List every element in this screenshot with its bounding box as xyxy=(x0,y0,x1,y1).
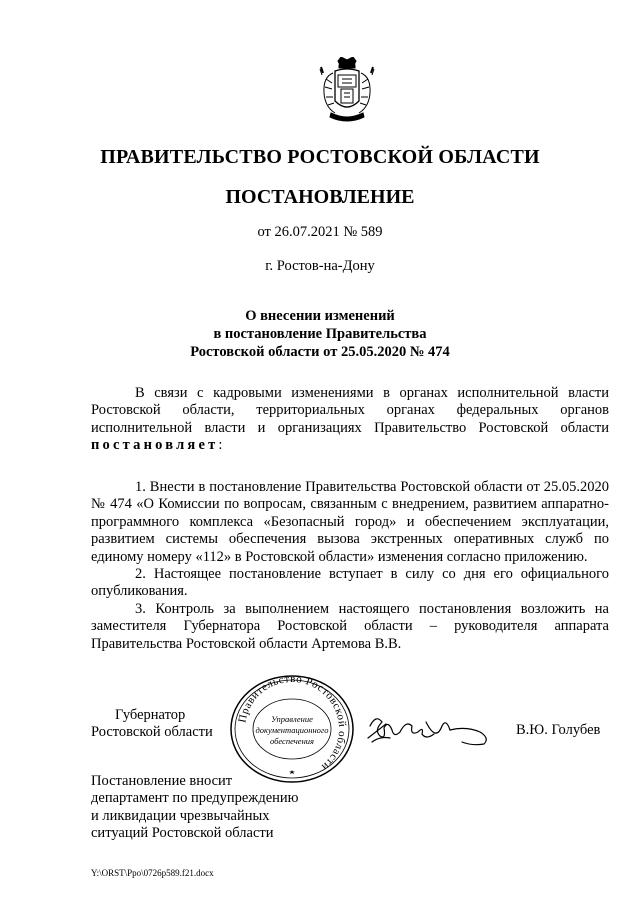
official-stamp xyxy=(228,674,356,784)
intro-paragraph-block xyxy=(91,385,609,455)
submitted-by-line: и ликвидации чрезвычайных xyxy=(91,807,270,824)
signatory-position xyxy=(91,707,213,741)
title-line: Ростовской области от 25.05.2020 № 474 xyxy=(190,344,450,360)
handwritten-signature xyxy=(366,712,496,752)
coat-of-arms-icon xyxy=(318,57,376,125)
decree-point-3: 3. Контроль за выполнением настоящего постановления возложить на заместителя Губернатора Ростовской области – руководителя аппарата Правительства Ростовской области Артемова В.В. xyxy=(91,600,609,652)
intro-paragraph xyxy=(91,385,609,455)
title-line: О внесении изменений xyxy=(245,308,395,324)
title-line: в постановление Правительства xyxy=(213,326,427,342)
submitted-by-line: департамент по предупреждению xyxy=(91,790,299,807)
intro-text: В связи с кадровыми изменениями в органах исполнительной власти Ростовской области, территориальных органах федеральных органов исполнительной власти и организациях Правительство Ростовской области xyxy=(91,385,609,436)
submitted-by-line: Постановление вносит xyxy=(91,773,233,789)
stamp-ring-text: Правительство Ростовской области xyxy=(236,674,349,774)
stamp-center-line: обеспечения xyxy=(269,736,315,746)
document-title xyxy=(0,307,640,361)
decree-colon: : xyxy=(218,437,223,454)
organization-name: ПРАВИТЕЛЬСТВО РОСТОВСКОЙ ОБЛАСТИ xyxy=(100,146,540,168)
document-date-number: от 26.07.2021 № 589 xyxy=(257,224,383,240)
decree-points xyxy=(91,479,609,653)
decree-word: постановляет xyxy=(91,437,219,454)
document-type: ПОСТАНОВЛЕНИЕ xyxy=(225,186,415,208)
decree-point-1: 1. Внести в постановление Правительства Ростовской области от 25.05.2020 № 474 «О Комиссии по вопросам, связанным с внедрением, развитием аппаратно-программного комплекса «Безопасный город» и обеспечением эксплуатации, развитием системы обеспечения вызова экстренных оперативных служб по единому номеру «112» в Ростовской области» изменения согласно приложению. xyxy=(91,479,609,565)
signatory-name: В.Ю. Голубев xyxy=(516,722,601,738)
stamp-center-line: Управление xyxy=(271,714,313,724)
submitted-by-block xyxy=(91,773,299,843)
stamp-center-line: документационного xyxy=(255,725,329,735)
decree-point-2: 2. Настоящее постановление вступает в силу со дня его официального опубликования. xyxy=(91,566,609,600)
file-path-footer: Y:\ORST\Ppo\0726p589.f21.docx xyxy=(91,868,214,878)
signatory-position-line: Ростовской области xyxy=(91,724,213,740)
document-city: г. Ростов-на-Дону xyxy=(265,258,375,274)
signatory-position-line: Губернатор xyxy=(115,707,186,723)
submitted-by-line: ситуаций Ростовской области xyxy=(91,825,274,842)
